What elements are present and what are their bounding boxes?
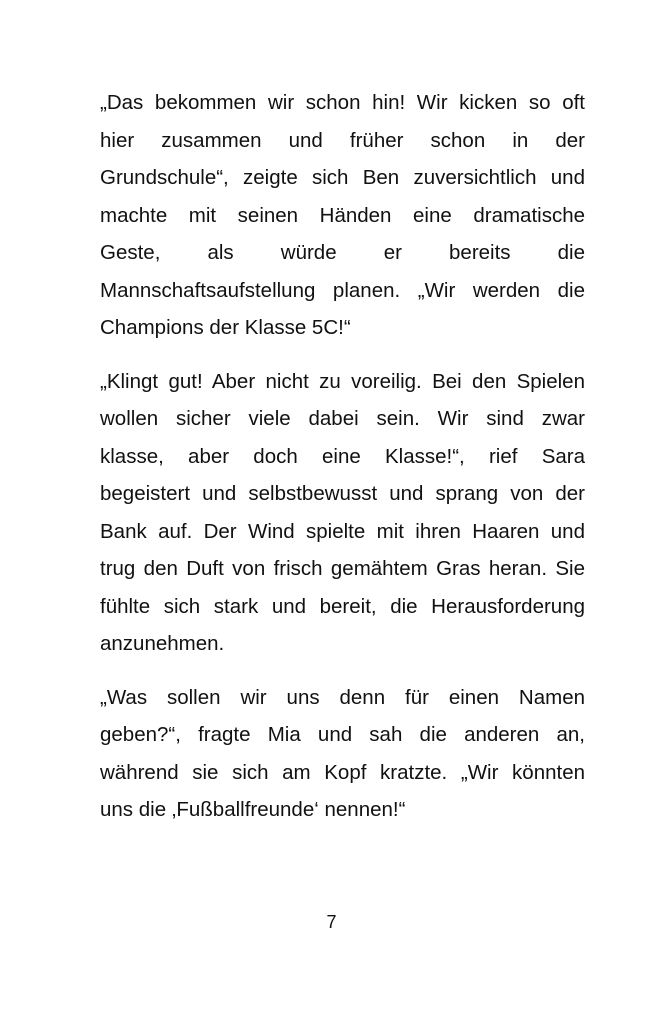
text-line: Bank auf. Der Wind spielte mit ihren Haaren und — [100, 519, 585, 543]
text-line: Geste, als würde er bereits die — [100, 241, 585, 264]
text-line: während sie sich am Kopf kratzte. „Wir könnten — [100, 760, 585, 784]
text-line: begeistert und selbstbewusst und sprang von der — [100, 482, 585, 505]
text-line: Mannschaftsaufstellung planen. „Wir werden die — [100, 278, 585, 302]
text-line: „Klingt gut! Aber nicht zu voreilig. Bei den Spielen — [100, 369, 585, 393]
text-line: wollen sicher viele dabei sein. Wir sind zwar — [100, 407, 585, 430]
paragraph-ben — [100, 84, 585, 347]
text-line: fühlte sich stark und bereit, die Herausforderung — [100, 594, 585, 618]
text-line: klasse, aber doch eine Klasse!“, rief Sara — [100, 444, 585, 468]
text-line: machte mit seinen Händen eine dramatische — [100, 203, 585, 227]
text-line: „Das bekommen wir schon hin! Wir kicken so oft — [100, 91, 585, 114]
text-line: Grundschule“, zeigte sich Ben zuversichtlich und — [100, 166, 585, 189]
paragraph-sara — [100, 363, 585, 663]
text-line: geben?“, fragte Mia und sah die anderen an, — [100, 723, 585, 746]
text-line: Champions der Klasse 5C!“ — [100, 316, 351, 339]
text-line: trug den Duft von frisch gemähtem Gras heran. Sie — [100, 557, 585, 580]
text-line: uns die ‚Fußballfreunde‘ nennen!“ — [100, 798, 406, 821]
paragraph-mia — [100, 679, 585, 829]
text-line: anzunehmen. — [100, 632, 225, 655]
page-body — [100, 84, 585, 845]
page-number: 7 — [326, 912, 337, 932]
text-line: hier zusammen und früher schon in der — [100, 128, 585, 152]
text-line: „Was sollen wir uns denn für einen Namen — [100, 685, 585, 709]
